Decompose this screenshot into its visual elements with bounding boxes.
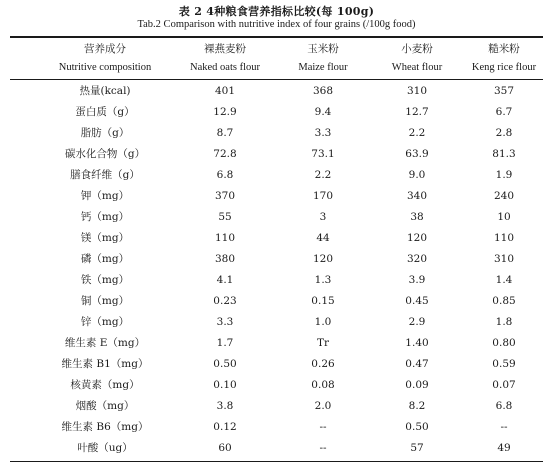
table-title-cn: 表 2 4种粮食营养指标比较(每 100g) — [178, 5, 375, 18]
value-rice: 0.85 — [492, 295, 516, 307]
value-oats: 0.50 — [213, 358, 237, 370]
table-row — [0, 376, 553, 394]
header-cell-rice-en: Keng rice flour — [471, 62, 537, 73]
table-row — [0, 292, 553, 310]
table-row — [0, 334, 553, 352]
value-maize: 3 — [319, 211, 327, 223]
value-oats: 60 — [218, 442, 232, 454]
value-rice: 240 — [493, 190, 515, 202]
value-oats: 55 — [218, 211, 232, 223]
value-maize: -- — [319, 421, 327, 433]
top-rule — [10, 36, 543, 38]
value-oats: 0.12 — [213, 421, 237, 433]
value-maize: 73.1 — [311, 148, 335, 160]
value-wheat: 38 — [410, 211, 424, 223]
header-row-en — [0, 59, 553, 77]
value-wheat: 310 — [406, 85, 428, 97]
header-row-cn — [0, 40, 553, 58]
nutrient-label: 磷（mg） — [80, 253, 130, 265]
nutrient-label: 铁（mg） — [80, 274, 130, 286]
header-cell-composition-cn: 营养成分 — [84, 43, 126, 55]
value-oats: 370 — [214, 190, 236, 202]
value-oats: 401 — [214, 85, 236, 97]
value-wheat: 0.45 — [405, 295, 429, 307]
value-oats: 110 — [214, 232, 236, 244]
value-wheat: 12.7 — [405, 106, 429, 118]
nutrient-label: 蛋白质（g） — [75, 106, 135, 118]
value-wheat: 63.9 — [405, 148, 429, 160]
table-row — [0, 208, 553, 226]
value-rice: 2.8 — [495, 127, 513, 139]
value-wheat: 0.09 — [405, 379, 429, 391]
value-maize: 9.4 — [314, 106, 332, 118]
value-wheat: 8.2 — [408, 400, 426, 412]
table-row — [0, 229, 553, 247]
value-maize: 0.08 — [311, 379, 335, 391]
table-row — [0, 82, 553, 100]
value-rice: 310 — [493, 253, 515, 265]
nutrient-label: 钾（mg） — [80, 190, 130, 202]
nutrient-label: 维生素 B1（mg） — [61, 358, 149, 370]
value-rice: 357 — [493, 85, 515, 97]
value-wheat: 0.50 — [405, 421, 429, 433]
value-oats: 3.8 — [216, 400, 234, 412]
value-oats: 0.23 — [213, 295, 237, 307]
nutrient-label: 维生素 E（mg） — [64, 337, 146, 349]
bottom-rule — [10, 461, 543, 462]
value-oats: 8.7 — [216, 127, 234, 139]
value-wheat: 9.0 — [408, 169, 426, 181]
value-wheat: 3.9 — [408, 274, 426, 286]
value-rice: -- — [500, 421, 508, 433]
header-cell-wheat-en: Wheat flour — [391, 62, 443, 73]
nutrient-label: 镁（mg） — [80, 232, 130, 244]
value-maize: 120 — [312, 253, 334, 265]
nutrient-label: 维生素 B6（mg） — [61, 421, 149, 433]
value-rice: 110 — [493, 232, 515, 244]
header-cell-oats-cn: 裸燕麦粉 — [204, 43, 246, 55]
value-rice: 6.7 — [495, 106, 513, 118]
value-wheat: 120 — [406, 232, 428, 244]
table-row — [0, 439, 553, 457]
value-rice: 1.8 — [495, 316, 513, 328]
header-cell-oats-en: Naked oats flour — [190, 62, 260, 73]
value-rice: 10 — [497, 211, 511, 223]
nutrient-label: 核黄素（mg） — [70, 379, 140, 391]
nutrient-label: 烟酸（mg） — [75, 400, 135, 412]
value-maize: 170 — [312, 190, 334, 202]
value-rice: 81.3 — [492, 148, 516, 160]
table-row — [0, 271, 553, 289]
table-row — [0, 418, 553, 436]
nutrient-label: 叶酸（ug） — [77, 442, 133, 454]
value-wheat: 57 — [410, 442, 424, 454]
value-wheat: 340 — [406, 190, 428, 202]
table-title-en: Tab.2 Comparison with nutritive index of four grains (/100g food) — [137, 19, 416, 30]
table-row — [0, 250, 553, 268]
value-rice: 1.9 — [495, 169, 513, 181]
value-maize: 0.15 — [311, 295, 335, 307]
header-cell-maize-en: Maize flour — [298, 62, 348, 73]
value-wheat: 2.2 — [408, 127, 426, 139]
value-maize: 44 — [316, 232, 330, 244]
value-maize: 0.26 — [311, 358, 335, 370]
nutrient-label: 膳食纤维（g） — [70, 169, 140, 181]
header-cell-composition-en: Nutritive composition — [58, 62, 152, 73]
value-oats: 12.9 — [213, 106, 237, 118]
header-cell-wheat-cn: 小麦粉 — [401, 43, 433, 55]
value-maize: -- — [319, 442, 327, 454]
value-oats: 6.8 — [216, 169, 234, 181]
value-wheat: 1.40 — [405, 337, 429, 349]
value-rice: 49 — [497, 442, 511, 454]
value-maize: 2.0 — [314, 400, 332, 412]
table-row — [0, 166, 553, 184]
value-rice: 0.59 — [492, 358, 516, 370]
value-maize: 368 — [312, 85, 334, 97]
value-maize: 1.3 — [314, 274, 332, 286]
value-oats: 3.3 — [216, 316, 234, 328]
value-oats: 0.10 — [213, 379, 237, 391]
value-wheat: 2.9 — [408, 316, 426, 328]
value-oats: 4.1 — [216, 274, 234, 286]
value-wheat: 0.47 — [405, 358, 429, 370]
table-row — [0, 103, 553, 121]
value-rice: 0.80 — [492, 337, 516, 349]
value-rice: 1.4 — [495, 274, 513, 286]
nutrient-label: 热量(kcal) — [79, 85, 131, 97]
value-wheat: 320 — [406, 253, 428, 265]
header-cell-maize-cn: 玉米粉 — [307, 43, 339, 55]
value-maize: 1.0 — [314, 316, 332, 328]
nutrient-label: 碳水化合物（g） — [64, 148, 146, 160]
table-row — [0, 187, 553, 205]
header-rule — [10, 79, 543, 80]
table-row — [0, 313, 553, 331]
nutrient-label: 脂肪（g） — [80, 127, 130, 139]
table-row — [0, 145, 553, 163]
value-maize: 2.2 — [314, 169, 332, 181]
value-maize: Tr — [316, 337, 330, 349]
value-oats: 380 — [214, 253, 236, 265]
value-rice: 0.07 — [492, 379, 516, 391]
table-row — [0, 355, 553, 373]
value-rice: 6.8 — [495, 400, 513, 412]
value-oats: 72.8 — [213, 148, 237, 160]
value-oats: 1.7 — [216, 337, 234, 349]
header-cell-rice-cn: 糙米粉 — [488, 43, 520, 55]
table-row — [0, 124, 553, 142]
value-maize: 3.3 — [314, 127, 332, 139]
nutrient-label: 钙（mg） — [80, 211, 130, 223]
nutrient-label: 锌（mg） — [80, 316, 130, 328]
table-row — [0, 397, 553, 415]
nutrient-label: 铜（mg） — [80, 295, 130, 307]
